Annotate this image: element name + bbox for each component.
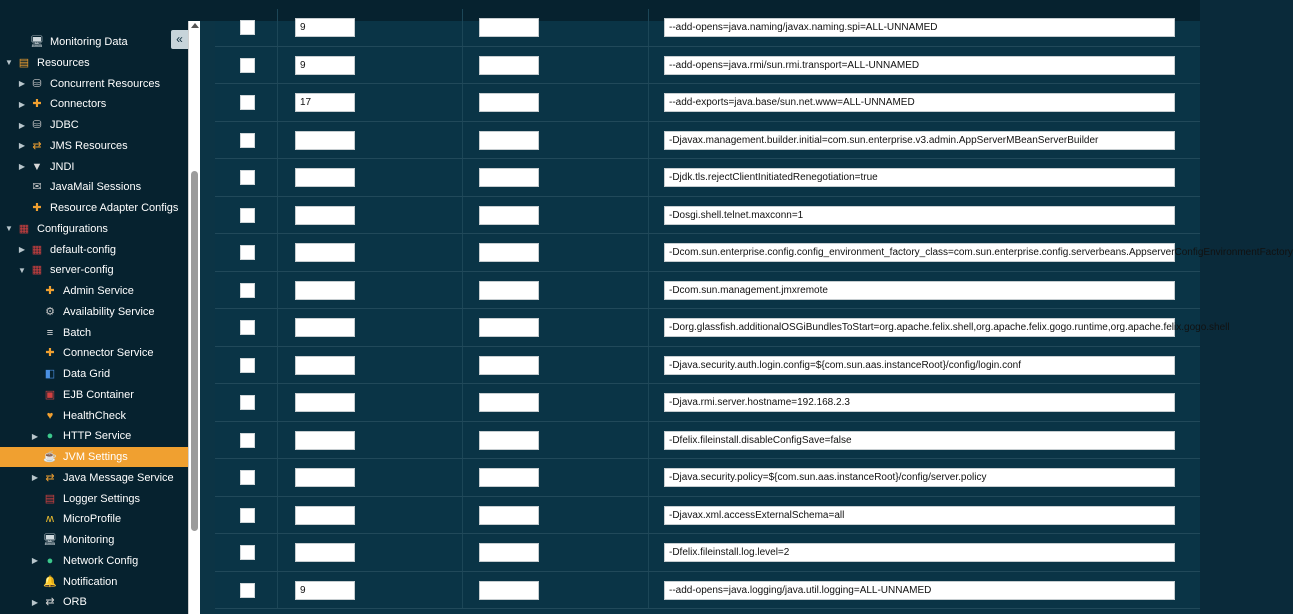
column-separator bbox=[648, 534, 649, 571]
column-separator bbox=[648, 497, 649, 534]
expanded-arrow-icon[interactable]: ▼ bbox=[5, 224, 13, 234]
tree-item-label: HealthCheck bbox=[63, 409, 126, 422]
column-separator bbox=[462, 422, 463, 459]
table-row bbox=[215, 122, 1200, 160]
tree-item-resource-adapter-configs[interactable] bbox=[0, 198, 188, 218]
tree-item-orb[interactable] bbox=[0, 592, 188, 612]
column-separator bbox=[277, 47, 278, 84]
column-separator bbox=[277, 459, 278, 496]
column-separator bbox=[462, 234, 463, 271]
max-jdk-version-input[interactable] bbox=[479, 206, 539, 225]
column-separator bbox=[277, 422, 278, 459]
column-separator bbox=[277, 234, 278, 271]
tree-item-connectors[interactable] bbox=[0, 94, 188, 114]
tree-item-label: JDBC bbox=[50, 119, 79, 131]
tree-item-ejb-container[interactable] bbox=[0, 385, 188, 405]
tree-item-label: Logger Settings bbox=[63, 492, 141, 505]
column-separator bbox=[277, 197, 278, 234]
column-separator bbox=[648, 459, 649, 496]
tree-item-label: Batch bbox=[63, 326, 92, 339]
row-select-checkbox[interactable] bbox=[240, 395, 255, 410]
max-jdk-version-input[interactable] bbox=[479, 543, 539, 562]
coffee-icon: ☕ bbox=[43, 451, 57, 463]
column-separator bbox=[648, 234, 649, 271]
min-jdk-version-input[interactable] bbox=[295, 131, 355, 150]
tree-item-monitoring[interactable] bbox=[0, 530, 188, 550]
batch-icon: ≡ bbox=[46, 326, 54, 339]
column-separator bbox=[277, 272, 278, 309]
column-separator bbox=[648, 122, 649, 159]
column-separator bbox=[648, 384, 649, 421]
tree-item-label: Availability Service bbox=[63, 305, 155, 318]
tree-item-label: JMS Resources bbox=[50, 139, 128, 152]
puzzle-icon: ✚ bbox=[45, 285, 55, 297]
tree-item-label: HTTP Service bbox=[63, 430, 132, 443]
tree-item-concurrent-resources[interactable] bbox=[0, 74, 188, 94]
table-row bbox=[215, 497, 1200, 535]
collapsed-arrow-icon[interactable]: ▶ bbox=[18, 141, 26, 151]
table-row bbox=[215, 234, 1293, 272]
column-separator bbox=[277, 84, 278, 121]
tree-item-data-grid[interactable] bbox=[0, 364, 188, 384]
table-row bbox=[215, 197, 1200, 235]
row-select-checkbox[interactable] bbox=[240, 133, 255, 148]
row-select-checkbox[interactable] bbox=[240, 433, 255, 448]
jvm-option-input[interactable]: -Djava.security.policy=${com.sun.aas.instanceRoot}/config/server.policy bbox=[664, 468, 1175, 487]
jms-icon: ⇄ bbox=[32, 139, 42, 152]
column-separator bbox=[462, 309, 463, 346]
table-row bbox=[215, 572, 1200, 610]
heart-icon: ♥ bbox=[46, 409, 54, 422]
row-select-checkbox[interactable] bbox=[240, 20, 255, 35]
column-separator bbox=[277, 497, 278, 534]
jms-icon: ⇄ bbox=[45, 471, 55, 484]
max-jdk-version-input[interactable] bbox=[479, 243, 539, 262]
config-icon: ▦ bbox=[31, 243, 43, 256]
column-separator bbox=[462, 84, 463, 121]
tree-item-label: MicroProfile bbox=[63, 513, 122, 526]
database-icon: ⛁ bbox=[32, 119, 42, 131]
row-select-checkbox[interactable] bbox=[240, 170, 255, 185]
min-jdk-version-input[interactable] bbox=[295, 281, 355, 300]
jvm-options-table bbox=[215, 21, 1293, 614]
tree-item-label: server-config bbox=[50, 264, 114, 277]
scroll-thumb[interactable] bbox=[191, 171, 198, 531]
tree-item-label: Resource Adapter Configs bbox=[50, 202, 179, 214]
min-jdk-version-input[interactable] bbox=[295, 206, 355, 225]
max-jdk-version-input[interactable] bbox=[479, 356, 539, 375]
tree-item-label: JVM Settings bbox=[63, 451, 128, 463]
column-separator bbox=[648, 422, 649, 459]
min-jdk-version-input[interactable] bbox=[295, 243, 355, 262]
column-separator bbox=[648, 197, 649, 234]
max-jdk-version-input[interactable] bbox=[479, 56, 539, 75]
monitor-icon: 🖥 bbox=[30, 36, 44, 48]
tree-item-label: Network Config bbox=[63, 554, 139, 567]
tree-item-javamail-sessions[interactable] bbox=[0, 177, 188, 197]
tree-item-jvm-settings[interactable] bbox=[0, 447, 188, 467]
tree-item-http-service[interactable] bbox=[0, 426, 188, 446]
tree-item-jdbc[interactable] bbox=[0, 115, 188, 135]
pane-divider[interactable] bbox=[200, 21, 215, 614]
column-separator bbox=[462, 9, 463, 46]
globe-icon: ● bbox=[46, 430, 54, 443]
microprofile-icon: ʍ bbox=[46, 513, 54, 526]
column-separator bbox=[277, 347, 278, 384]
column-separator bbox=[277, 384, 278, 421]
tree-item-label: Connectors bbox=[50, 98, 107, 111]
table-row bbox=[215, 159, 1200, 197]
row-select-checkbox[interactable] bbox=[240, 583, 255, 598]
row-select-checkbox[interactable] bbox=[240, 245, 255, 260]
row-select-checkbox[interactable] bbox=[240, 95, 255, 110]
database-icon: ⛁ bbox=[32, 77, 42, 90]
column-separator bbox=[277, 159, 278, 196]
table-row bbox=[215, 47, 1200, 85]
column-separator bbox=[277, 309, 278, 346]
jvm-option-input[interactable]: -Djavax.xml.accessExternalSchema=all bbox=[664, 506, 1175, 525]
jvm-option-input[interactable]: -Dcom.sun.enterprise.config.config_environment_factory_class=com.sun.enterprise.config.serverbeans.AppserverConfigEnvironmentFactory bbox=[664, 243, 1175, 262]
jvm-option-input[interactable]: -Djdk.tls.rejectClientInitiatedRenegotiation=true bbox=[664, 168, 1175, 187]
min-jdk-version-input[interactable] bbox=[295, 468, 355, 487]
table-row bbox=[215, 84, 1200, 122]
row-select-checkbox[interactable] bbox=[240, 545, 255, 560]
jvm-option-input[interactable]: -Dcom.sun.management.jmxremote bbox=[664, 281, 1175, 300]
row-select-checkbox[interactable] bbox=[240, 58, 255, 73]
row-select-checkbox[interactable] bbox=[240, 358, 255, 373]
tree-item-healthcheck[interactable] bbox=[0, 406, 188, 426]
data-grid-icon: ◧ bbox=[44, 368, 56, 380]
max-jdk-version-input[interactable] bbox=[479, 18, 539, 37]
bell-icon: 🔔 bbox=[43, 575, 57, 588]
column-separator bbox=[277, 534, 278, 571]
row-select-checkbox[interactable] bbox=[240, 508, 255, 523]
scroll-up-arrow-icon[interactable] bbox=[191, 23, 199, 28]
jvm-option-input[interactable]: -Djavax.management.builder.initial=com.sun.enterprise.v3.admin.AppServerMBeanServerBuilder bbox=[664, 131, 1175, 150]
table-row bbox=[215, 347, 1200, 385]
jvm-option-input[interactable]: -Djava.rmi.server.hostname=192.168.2.3 bbox=[664, 393, 1175, 412]
table-row bbox=[215, 309, 1230, 347]
max-jdk-version-input[interactable] bbox=[479, 581, 539, 600]
collapsed-arrow-icon[interactable]: ▶ bbox=[18, 99, 26, 109]
row-select-checkbox[interactable] bbox=[240, 208, 255, 223]
tree-item-configurations[interactable] bbox=[0, 219, 188, 239]
collapsed-arrow-icon[interactable]: ▶ bbox=[31, 431, 39, 441]
tree-item-monitoring-data[interactable] bbox=[0, 32, 188, 52]
tree-item-label: Data Grid bbox=[63, 368, 111, 380]
tree-item-microprofile[interactable] bbox=[0, 509, 188, 529]
jvm-option-input[interactable]: -Dfelix.fileinstall.disableConfigSave=false bbox=[664, 431, 1175, 450]
column-separator bbox=[648, 47, 649, 84]
row-select-checkbox[interactable] bbox=[240, 320, 255, 335]
min-jdk-version-input[interactable] bbox=[295, 168, 355, 187]
tree-item-server-config[interactable] bbox=[0, 260, 188, 280]
tree-item-connector-service[interactable] bbox=[0, 343, 188, 363]
tree-item-java-message-service[interactable] bbox=[0, 468, 188, 488]
max-jdk-version-input[interactable] bbox=[479, 431, 539, 450]
config-icon: ▦ bbox=[18, 222, 30, 235]
collapse-sidebar-button[interactable]: « bbox=[171, 30, 188, 49]
tree-item-label: Configurations bbox=[37, 222, 108, 235]
tree-item-label: Concurrent Resources bbox=[50, 77, 161, 90]
tree-item-default-config[interactable] bbox=[0, 240, 188, 260]
jndi-icon: ▼ bbox=[31, 160, 43, 173]
column-separator bbox=[462, 47, 463, 84]
column-separator bbox=[462, 459, 463, 496]
max-jdk-version-input[interactable] bbox=[479, 168, 539, 187]
tree-item-batch[interactable] bbox=[0, 323, 188, 343]
table-row bbox=[215, 422, 1200, 460]
tree-item-admin-service[interactable] bbox=[0, 281, 188, 301]
column-separator bbox=[648, 572, 649, 609]
collapsed-arrow-icon[interactable]: ▶ bbox=[31, 597, 39, 607]
jvm-option-input[interactable]: -Djava.security.auth.login.config=${com.sun.aas.instanceRoot}/config/login.conf bbox=[664, 356, 1175, 375]
min-jdk-version-input[interactable]: 17 bbox=[295, 93, 355, 112]
column-separator bbox=[648, 272, 649, 309]
globe-icon: ● bbox=[46, 554, 54, 567]
column-separator bbox=[462, 534, 463, 571]
tree-item-resources[interactable] bbox=[0, 53, 188, 73]
table-row bbox=[215, 272, 1200, 310]
max-jdk-version-input[interactable] bbox=[479, 93, 539, 112]
min-jdk-version-input[interactable] bbox=[295, 318, 355, 337]
jvm-option-input[interactable]: --add-opens=java.logging/java.util.logging=ALL-UNNAMED bbox=[664, 581, 1175, 600]
column-separator bbox=[648, 9, 649, 46]
tree-item-label: Resources bbox=[37, 56, 90, 69]
tree-item-label: JNDI bbox=[50, 160, 75, 173]
config-icon: ▦ bbox=[31, 264, 43, 277]
table-row bbox=[215, 384, 1200, 422]
tree-item-label: EJB Container bbox=[63, 388, 134, 401]
max-jdk-version-input[interactable] bbox=[479, 281, 539, 300]
column-separator bbox=[462, 197, 463, 234]
min-jdk-version-input[interactable]: 9 bbox=[295, 581, 355, 600]
table-row bbox=[215, 9, 1200, 47]
tree-item-label: Admin Service bbox=[63, 285, 134, 297]
collapsed-arrow-icon[interactable]: ▶ bbox=[18, 162, 26, 171]
column-separator bbox=[277, 122, 278, 159]
expanded-arrow-icon[interactable]: ▼ bbox=[18, 265, 26, 275]
collapsed-arrow-icon[interactable]: ▶ bbox=[18, 79, 26, 88]
tree-item-network-config[interactable] bbox=[0, 551, 188, 571]
tree-item-label: ORB bbox=[63, 596, 87, 609]
column-separator bbox=[462, 572, 463, 609]
min-jdk-version-input[interactable] bbox=[295, 356, 355, 375]
mail-icon: ✉ bbox=[32, 181, 42, 194]
max-jdk-version-input[interactable] bbox=[479, 468, 539, 487]
min-jdk-version-input[interactable] bbox=[295, 431, 355, 450]
jvm-option-input[interactable]: --add-opens=java.naming/javax.naming.spi=ALL-UNNAMED bbox=[664, 18, 1175, 37]
sidebar-scrollbar[interactable] bbox=[188, 21, 200, 614]
puzzle-icon: ✚ bbox=[32, 98, 42, 111]
min-jdk-version-input[interactable] bbox=[295, 506, 355, 525]
jvm-option-input[interactable]: --add-exports=java.base/sun.net.www=ALL-UNNAMED bbox=[664, 93, 1175, 112]
tree-item-logger-settings[interactable] bbox=[0, 489, 188, 509]
logger-icon: ▤ bbox=[44, 492, 56, 505]
column-separator bbox=[648, 309, 649, 346]
max-jdk-version-input[interactable] bbox=[479, 506, 539, 525]
tree-item-label: Notification bbox=[63, 575, 118, 588]
max-jdk-version-input[interactable] bbox=[479, 318, 539, 337]
tree-item-label: default-config bbox=[50, 243, 117, 256]
orb-icon: ⇄ bbox=[45, 596, 55, 609]
tree-item-label: Monitoring bbox=[63, 534, 115, 546]
tree-item-jndi[interactable] bbox=[0, 157, 188, 177]
column-separator bbox=[462, 272, 463, 309]
column-separator bbox=[462, 497, 463, 534]
max-jdk-version-input[interactable] bbox=[479, 131, 539, 150]
column-separator bbox=[277, 572, 278, 609]
column-separator bbox=[462, 159, 463, 196]
navigation-tree bbox=[0, 21, 188, 614]
row-select-checkbox[interactable] bbox=[240, 283, 255, 298]
monitor-icon: 🖥 bbox=[43, 534, 57, 546]
tree-item-label: Java Message Service bbox=[63, 471, 174, 484]
tree-item-jms-resources[interactable] bbox=[0, 136, 188, 156]
column-separator bbox=[648, 84, 649, 121]
collapsed-arrow-icon[interactable]: ▶ bbox=[18, 245, 26, 254]
min-jdk-version-input[interactable] bbox=[295, 543, 355, 562]
tree-item-notification[interactable] bbox=[0, 572, 188, 592]
column-separator bbox=[462, 347, 463, 384]
expanded-arrow-icon[interactable]: ▼ bbox=[5, 58, 13, 68]
puzzle-icon: ✚ bbox=[45, 347, 55, 360]
min-jdk-version-input[interactable] bbox=[295, 393, 355, 412]
collapsed-arrow-icon[interactable]: ▶ bbox=[31, 473, 39, 483]
max-jdk-version-input[interactable] bbox=[479, 393, 539, 412]
tree-item-label: Connector Service bbox=[63, 347, 154, 360]
jvm-option-input[interactable]: -Dorg.glassfish.additionalOSGiBundlesToStart=org.apache.felix.shell,org.apache.felix.gogo.runtime,org.apache.felix.gogo.shell bbox=[664, 318, 1175, 337]
puzzle-icon: ✚ bbox=[32, 202, 42, 214]
column-separator bbox=[648, 159, 649, 196]
column-separator bbox=[462, 122, 463, 159]
availability-icon: ⚙ bbox=[45, 305, 55, 318]
jvm-option-input[interactable]: -Dfelix.fileinstall.log.level=2 bbox=[664, 543, 1175, 562]
table-row bbox=[215, 534, 1200, 572]
row-select-checkbox[interactable] bbox=[240, 470, 255, 485]
tree-item-label: JavaMail Sessions bbox=[50, 181, 142, 194]
resources-icon: ▤ bbox=[18, 56, 30, 69]
tree-item-availability-service[interactable] bbox=[0, 302, 188, 322]
min-jdk-version-input[interactable]: 9 bbox=[295, 18, 355, 37]
collapsed-arrow-icon[interactable]: ▶ bbox=[31, 556, 39, 566]
column-separator bbox=[648, 347, 649, 384]
jvm-option-input[interactable]: --add-opens=java.rmi/sun.rmi.transport=ALL-UNNAMED bbox=[664, 56, 1175, 75]
tree-item-label: Monitoring Data bbox=[50, 36, 128, 48]
column-separator bbox=[462, 384, 463, 421]
table-row bbox=[215, 459, 1200, 497]
ejb-icon: ▣ bbox=[44, 388, 56, 401]
collapsed-arrow-icon[interactable]: ▶ bbox=[18, 120, 26, 130]
column-separator bbox=[277, 9, 278, 46]
min-jdk-version-input[interactable]: 9 bbox=[295, 56, 355, 75]
jvm-option-input[interactable]: -Dosgi.shell.telnet.maxconn=1 bbox=[664, 206, 1175, 225]
